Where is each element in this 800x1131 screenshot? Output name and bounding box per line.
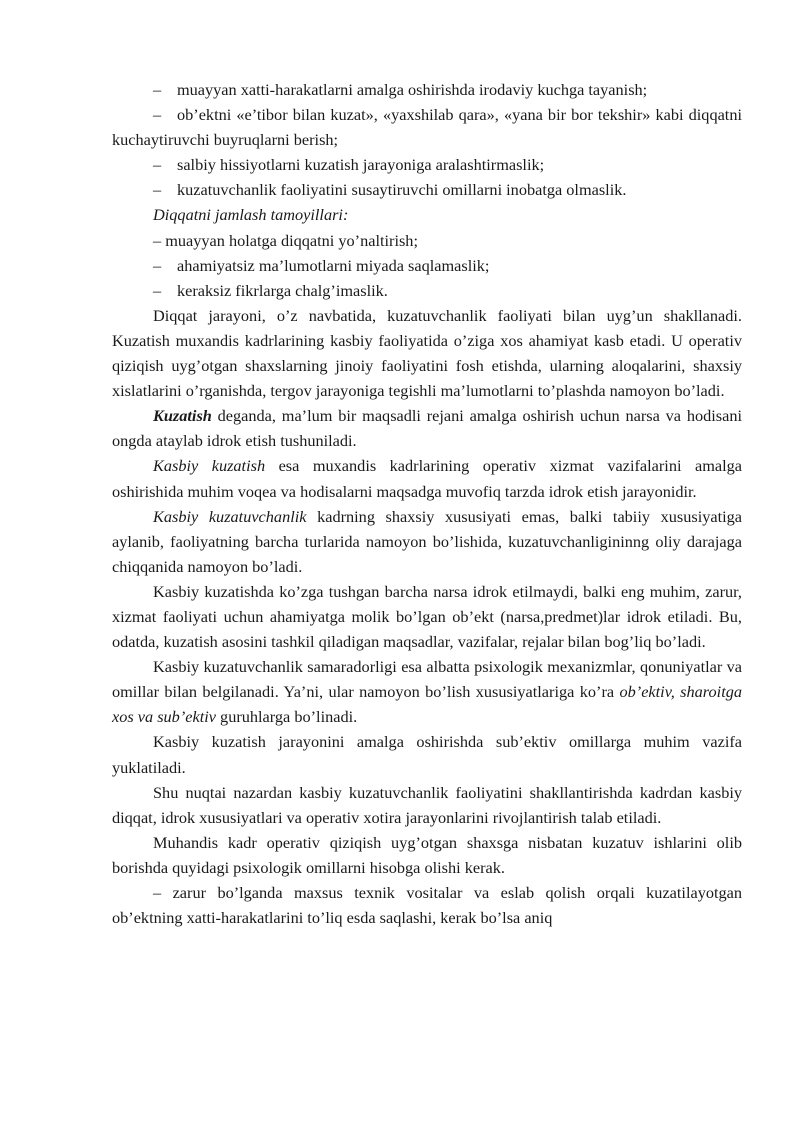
list-item [112, 880, 742, 930]
paragraph: Shu nuqtai nazardan kasbiy kuzatuvchanlik faoliyatini shakllantirishda kadrdan kasbiy diqqat, idrok xususiyatlari va operativ xotira jarayonlarini rivojlantirish talab etiladi. [112, 782, 742, 827]
term-italic: Kasbiy kuzatuvchanlik [153, 506, 307, 526]
dash-marker: – [153, 230, 162, 250]
paragraph: Muhandis kadr operativ qiziqish uyg’otgan shaxsga nisbatan kuzatuv ishlarini olib borishda quyidagi psixologik omillarni hisobga olishi kerak. [112, 832, 742, 877]
list-item [112, 278, 742, 303]
paragraph-text: Kasbiy kuzatuvchanlik samaradorligi esa albatta psixologik mexanizmlar, qonuniyatlar va omillar bilan belgilanadi. Ya’ni, ular namoyon bo’lish xususiyatlariga ko’ra [112, 657, 742, 702]
paragraph: Kasbiy kuzatishda ko’zga tushgan barcha narsa idrok etilmaydi, balki eng muhim, zarur, xizmat faoliyati uchun ahamiyatga molik bo’lgan ob’ekt (narsa,predmet)lar idrok etiladi. Bu, odatda, kuzatish asosini tashkil qiladigan maqsadlar, vazifalar, rejalar bilan bog’liq bo’ladi. [112, 581, 742, 652]
paragraph-text: esa muxandis kadrlarining operativ xizmat vazifalarini amalga oshirishida muhim voqea va hodisalarni maqsadga muvofiq tarzda idrok etish jarayonidir. [112, 456, 742, 501]
section-heading: Diqqatni jamlash tamoyillari: [153, 205, 349, 225]
paragraph-text: deganda, ma’lum bir maqsadli rejani amalga oshirish uchun narsa va hodisani ongda ataylab idrok etish tushuniladi. [112, 406, 742, 451]
paragraph [112, 403, 742, 453]
list-item [112, 253, 742, 278]
term-italic: ob’ektiv, sharoitga xos va sub’ektiv [112, 682, 743, 727]
dash-marker: – [153, 155, 162, 175]
list-item-text: kuzatuvchanlik faoliyatini susaytiruvchi omillarni inobatga olmaslik. [177, 180, 627, 200]
list-item-text: muayyan xatti-harakatlarni amalga oshirishda irodaviy kuchga tayanish; [177, 80, 648, 99]
dash-marker: – [153, 80, 162, 99]
list-item-text: salbiy hissiyotlarni kuzatish jarayoniga aralashtirmaslik; [177, 155, 545, 175]
paragraph-text: kadrning shaxsiy xususiyati emas, balki tabiiy xususiyatiga aylanib, faoliyatning barcha turlarida namoyon bo’lishida, kuzatuvchanligininng oliy darajaga chiqqanida namoyon bo’ladi. [112, 506, 742, 576]
list-item-text: ahamiyatsiz ma’lumotlarni miyada saqlamaslik; [177, 255, 490, 275]
paragraph: Kasbiy kuzatish jarayonini amalga oshirishda sub’ektiv omillarga muhim vazifa yuklatiladi. [112, 732, 742, 777]
list-item-text: ob’ektni «e’tibor bilan kuzat», «yaxshilab qara», «yana bir bor tekshir» kabi diqqatni kuchaytiruvchi buyruqlarni berish; [112, 105, 742, 150]
document-page [112, 77, 742, 930]
dash-marker: – [153, 255, 162, 275]
dash-marker: – [153, 883, 162, 902]
list-item [112, 228, 742, 253]
dash-marker: – [153, 180, 162, 200]
paragraph [112, 654, 742, 729]
list-item-text: zarur bo’lganda maxsus texnik vositalar va eslab qolish orqali kuzatilayotgan ob’ektning xatti-harakatlarini to’liq esda saqlashi, kerak bo’lsa aniq [112, 883, 743, 928]
paragraph [112, 504, 742, 579]
list-item-text: keraksiz fikrlarga chalg’imaslik. [177, 280, 388, 300]
list-item [112, 102, 742, 152]
paragraph: Diqqat jarayoni, o’z navbatida, kuzatuvchanlik faoliyati bilan uyg’un shakllanadi. Kuzatish muxandis kadrlarining kasbiy faoliyatida o’ziga xos ahamiyat kasb etadi. U operativ qiziqish uyg’otgan shaxslarning jinoiy faoliyatini fosh etishda, ularning aloqalarini, shaxsiy xislatlarini o’rganishda, tergov jarayoniga tegishli ma’lumotlarni to’plashda namoyon bo’ladi. [112, 305, 742, 401]
list-item [112, 177, 742, 202]
paragraph [112, 453, 742, 503]
list-item-text: muayyan holatga diqqatni yo’naltirish; [165, 230, 418, 250]
term-italic: Kasbiy kuzatish [153, 456, 266, 476]
dash-marker: – [153, 105, 162, 125]
list-item [112, 77, 742, 102]
list-item [112, 152, 742, 177]
paragraph-text: guruhlarga bo’linadi. [215, 707, 358, 727]
term-bold-italic: Kuzatish [153, 406, 212, 426]
dash-marker: – [153, 280, 162, 300]
